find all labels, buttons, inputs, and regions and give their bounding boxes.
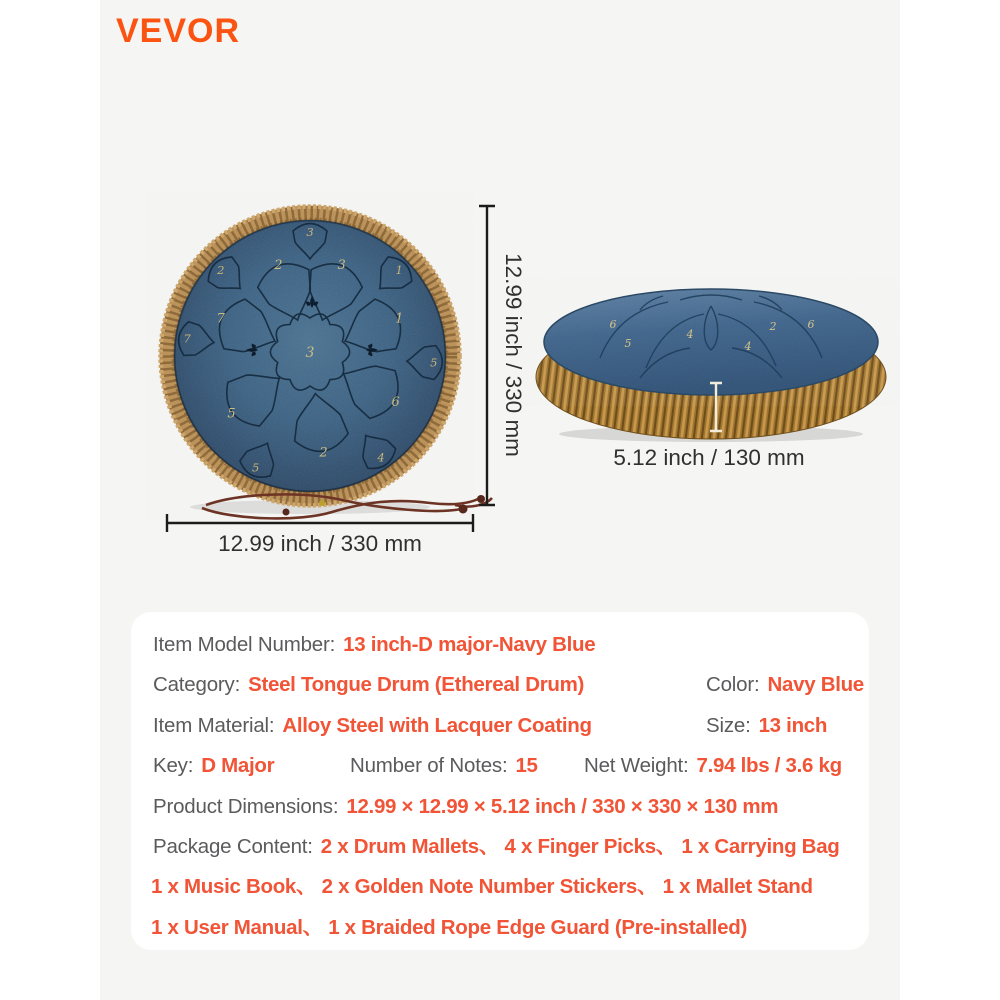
spec-pair: [153, 746, 274, 786]
spec-value: 7.94 lbs / 3.6 kg: [696, 754, 842, 778]
drum-note-number: 1: [395, 262, 403, 277]
spec-pair: [153, 827, 840, 867]
spec-pair: [350, 746, 538, 786]
vevor-logo: VEVOR: [116, 12, 241, 50]
side-drum-photo: [536, 289, 886, 439]
drum-note-number: 2: [319, 445, 328, 461]
drum-note-number: 2: [769, 320, 777, 333]
spec-row: [131, 827, 869, 867]
spec-row: [131, 908, 869, 948]
spec-row: [131, 665, 869, 705]
drum-note-number: 3: [306, 225, 314, 239]
spec-label: Size:: [706, 713, 751, 737]
width-dimension: [167, 514, 473, 556]
drum-note-number: 4: [686, 328, 694, 341]
width-dimension-label: 12.99 inch / 330 mm: [218, 531, 422, 556]
drum-note-number: 5: [624, 337, 632, 350]
spec-label: Item Material:: [153, 713, 275, 737]
spec-value: Navy Blue: [767, 673, 864, 697]
drum-note-number: 6: [391, 395, 400, 410]
drum-note-number: 5: [430, 355, 438, 370]
drum-note-number: 2: [274, 257, 283, 273]
spec-value: 12.99 × 12.99 × 5.12 inch / 330 × 330 × 130 mm: [346, 794, 779, 818]
spec-pair: [153, 706, 592, 746]
drum-note-number: 3: [337, 257, 346, 273]
depth-dimension-label: 5.12 inch / 130 mm: [613, 445, 805, 470]
spec-pair: [706, 706, 827, 746]
spec-pair: [151, 867, 813, 907]
spec-label: Category:: [153, 673, 241, 697]
spec-label: Key:: [153, 754, 194, 778]
spec-value: Alloy Steel with Lacquer Coating: [282, 713, 592, 737]
spec-row: [131, 706, 869, 746]
drum-note-number: 5: [227, 406, 236, 422]
height-dimension-label: 12.99 inch / 330 mm: [501, 253, 526, 457]
spec-pair: [153, 625, 595, 665]
drum-note-number: 1: [395, 311, 404, 327]
spec-panel: [131, 612, 869, 950]
spec-pair: [706, 665, 864, 705]
spec-label: Number of Notes:: [350, 754, 508, 778]
spec-value: 1 x User Manual、 1 x Braided Rope Edge Guard (Pre-installed): [151, 915, 748, 939]
drum-note-number: 7: [183, 331, 191, 346]
spec-value: 15: [515, 754, 538, 778]
spec-value: 13 inch: [758, 713, 828, 737]
spec-value: 1 x Music Book、 2 x Golden Note Number Stickers、 1 x Mallet Stand: [151, 875, 813, 899]
spec-row: [131, 746, 869, 786]
drum-note-number: 6: [609, 318, 617, 331]
drum-note-number: 3: [305, 345, 315, 361]
spec-pair: [153, 787, 778, 827]
rope-knot: [319, 500, 325, 506]
product-photo-scene: [100, 0, 900, 575]
drum-note-number: 2: [217, 262, 225, 277]
drum-note-number: 4: [377, 450, 385, 465]
drum-note-number: 7: [216, 311, 225, 327]
drum-note-number: 6: [807, 318, 815, 331]
spec-label: Product Dimensions:: [153, 794, 339, 818]
spec-value: Steel Tongue Drum (Ethereal Drum): [248, 673, 585, 697]
spec-value: 2 x Drum Mallets、 4 x Finger Picks、 1 x Carrying Bag: [320, 834, 840, 858]
spec-pair: [153, 665, 584, 705]
spec-pair: [151, 908, 747, 948]
drum-note-number: 4: [744, 340, 752, 353]
height-dimension: [479, 206, 526, 505]
spec-row: [131, 867, 869, 907]
spec-row: [131, 787, 869, 827]
spec-label: Color:: [706, 673, 760, 697]
spec-pair: [584, 746, 842, 786]
spec-row: [131, 625, 869, 665]
spec-value: D Major: [201, 754, 275, 778]
spec-value: 13 inch-D major-Navy Blue: [343, 633, 596, 656]
spec-label: Net Weight:: [584, 754, 689, 778]
spec-label: Package Content:: [153, 834, 313, 858]
drum-note-number: 5: [251, 460, 260, 475]
photo-background: [100, 0, 900, 1000]
front-drum-photo: [161, 207, 460, 506]
spec-label: Item Model Number:: [153, 633, 336, 656]
